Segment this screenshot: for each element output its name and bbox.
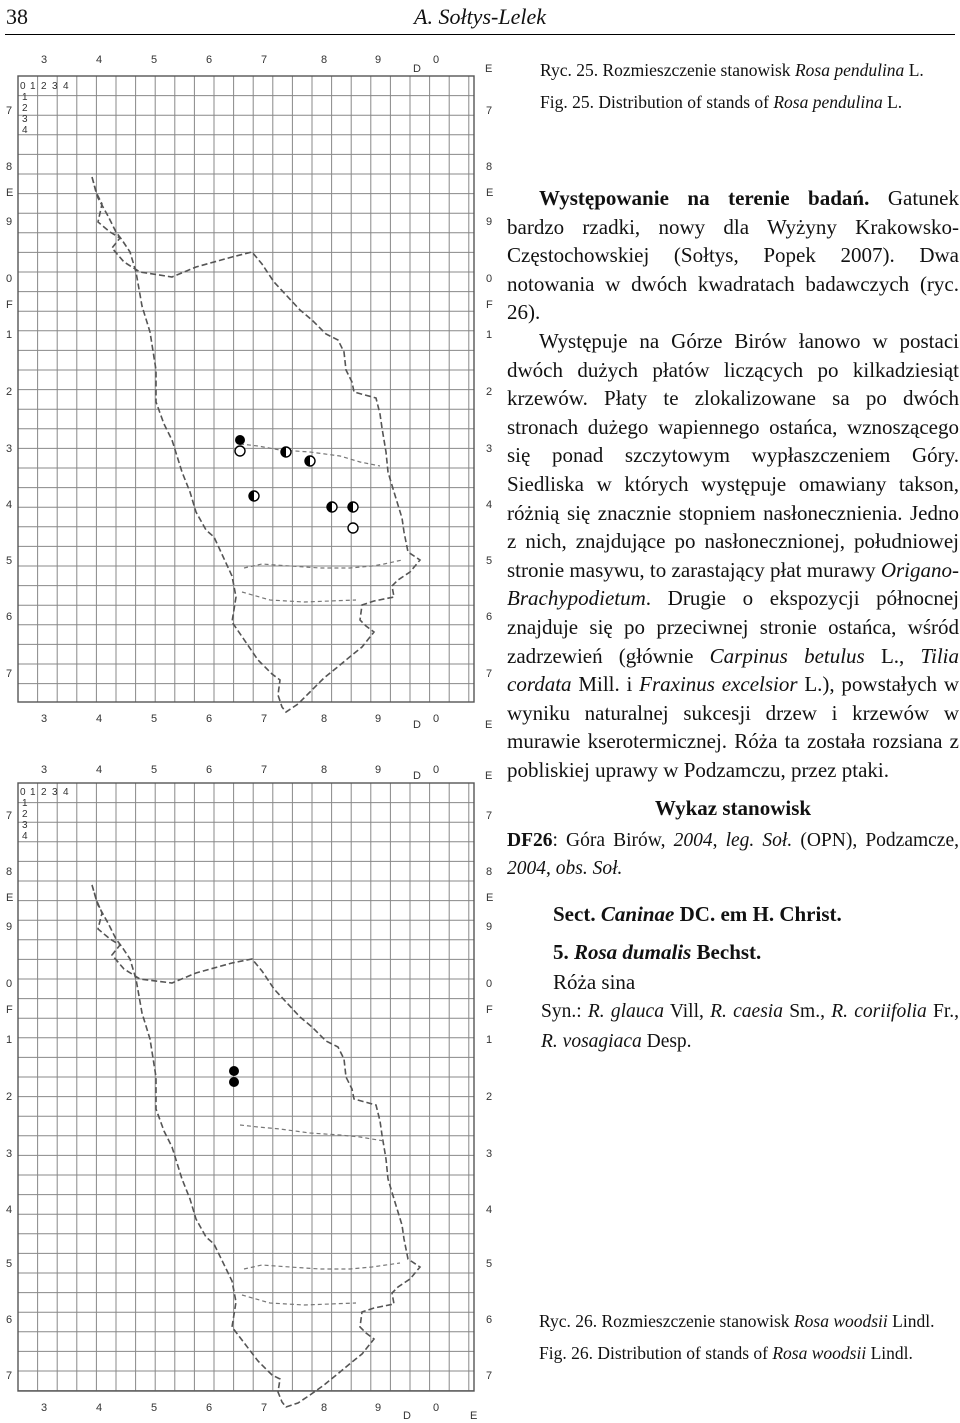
- left-label: 7: [6, 668, 13, 680]
- bottom-label: E: [485, 719, 493, 731]
- paragraph-text: Mill. i: [571, 672, 640, 697]
- stand-marker-half: [281, 447, 291, 457]
- right-label: 5: [486, 1258, 493, 1270]
- left-label: 1: [6, 1034, 13, 1046]
- synonym: R. glauca: [587, 1001, 664, 1023]
- sub-left-label: 2: [22, 103, 28, 114]
- right-label: 5: [486, 555, 493, 567]
- right-label: 2: [486, 1091, 493, 1103]
- bottom-label: 0: [433, 713, 440, 725]
- map1-sub-labels: [20, 81, 69, 136]
- left-label: F: [6, 299, 13, 311]
- bottom-label: D: [413, 719, 421, 731]
- top-label: 3: [41, 54, 48, 66]
- main-text: [507, 184, 959, 1057]
- section-text: Sect.: [553, 902, 601, 927]
- right-label: F: [486, 1004, 493, 1016]
- left-label: 3: [6, 443, 13, 455]
- sub-top-label: 2: [41, 787, 47, 798]
- year: 2004: [507, 858, 546, 880]
- right-label: 8: [486, 866, 493, 878]
- stands-text: ,: [712, 830, 726, 852]
- bottom-label: 5: [151, 1402, 158, 1414]
- map2-grid: [18, 783, 474, 1391]
- paragraph-occurrence: [507, 184, 959, 327]
- bottom-label: 5: [151, 713, 158, 725]
- bottom-label: 3: [41, 1402, 48, 1414]
- sub-left-label: 2: [22, 809, 28, 820]
- bottom-label: 9: [375, 713, 382, 725]
- sub-left-label: 1: [22, 92, 28, 103]
- stand-marker-half: [348, 502, 358, 512]
- map1-right-labels: [486, 105, 493, 680]
- caption-text: Ryc. 26. Rozmieszczenie stanowisk: [539, 1311, 794, 1331]
- sub-top-label: 2: [41, 81, 47, 92]
- map1-inner-line: [242, 592, 356, 602]
- paragraph-text: Występuje na Górze Birów łanowo w postaci dwóch dużych płatów liczących po kilkadziesiąt krzewów. Płaty te zlokalizowane sa po dwóch stronach dużego wapiennego ostańca, wznoszącego się ponad szczytowym wypłaszczeniem Góry. Siedliska w których występuje omawiany takson, różnią się znacznie stopniem nasłonecznienia. Jedno z nich, znajdujące po nasłonecznionej, południowej stronie masywu, to zarastający płat murawy: [507, 328, 959, 582]
- page-number: 38: [6, 4, 28, 29]
- caption-species: Rosa pendulina: [794, 60, 905, 80]
- bottom-label: E: [470, 1410, 478, 1422]
- caption-english: [505, 1341, 960, 1365]
- left-label: 9: [6, 921, 13, 933]
- right-label: 1: [486, 1034, 493, 1046]
- map2-top-labels: [41, 764, 492, 782]
- left-label: 8: [6, 161, 13, 173]
- distribution-map-rosa-woodsii: [0, 757, 505, 1423]
- bottom-label: 4: [96, 713, 103, 725]
- right-label: 0: [486, 273, 493, 285]
- caption-author: Lindl.: [866, 1343, 913, 1363]
- left-label: 4: [6, 1204, 13, 1216]
- bottom-label: 9: [375, 1402, 382, 1414]
- right-label: 0: [486, 978, 493, 990]
- map2-inner-line: [242, 1295, 356, 1305]
- leg: leg. Soł.: [725, 830, 793, 852]
- caption-text: Ryc. 25. Rozmieszczenie stanowisk: [540, 60, 795, 80]
- left-label: 7: [6, 1370, 13, 1382]
- caption-polish: [540, 58, 960, 82]
- caption-text: Fig. 25. Distribution of stands of: [540, 92, 774, 112]
- caption-species: Rosa pendulina: [773, 92, 883, 112]
- right-label: 1: [486, 329, 493, 341]
- left-label: 1: [6, 329, 13, 341]
- caption-english: [540, 90, 960, 114]
- top-label: 5: [151, 54, 158, 66]
- map2-inner-line: [244, 1263, 400, 1269]
- species-name: Fraxinus excelsior: [639, 672, 798, 697]
- right-label: 7: [486, 810, 493, 822]
- synonym-author: Sm.,: [782, 1001, 832, 1023]
- grid-code: DF26: [507, 830, 553, 852]
- stands-text: (OPN), Podzamcze,: [792, 830, 959, 852]
- sub-left-label: 4: [22, 831, 28, 842]
- synonym-author: Fr.,: [926, 1001, 960, 1023]
- right-label: 2: [486, 386, 493, 398]
- map1-svg: [0, 52, 505, 742]
- sub-left-label: 3: [22, 820, 28, 831]
- top-label: D: [413, 63, 421, 75]
- stand-marker-filled: [235, 435, 245, 445]
- paragraph-text: L.,: [864, 643, 921, 668]
- bottom-label: 7: [261, 713, 268, 725]
- right-label: 3: [486, 443, 493, 455]
- year: 2004: [673, 830, 713, 852]
- obs: obs. Soł.: [555, 858, 623, 880]
- species-name: Tilia cordata: [507, 643, 960, 697]
- common-name: Róża sina: [553, 970, 636, 995]
- top-label: E: [485, 63, 493, 75]
- stands-text: : Góra Birów,: [552, 830, 674, 852]
- section-author: DC. em H. Christ.: [674, 902, 842, 927]
- left-label: 5: [6, 555, 13, 567]
- top-label: 6: [206, 54, 213, 66]
- top-label: 4: [96, 764, 103, 776]
- top-label: 7: [261, 764, 268, 776]
- left-label: 4: [6, 499, 13, 511]
- right-label: 4: [486, 499, 493, 511]
- caption-ryc25: [540, 58, 960, 114]
- top-label: D: [413, 770, 421, 782]
- sub-top-label: 1: [30, 81, 36, 92]
- paragraph-text: Gatunek bardzo rzadki, nowy dla Wyżyny Krakowsko-Częstochowskiej (Sołtys, Popek 2007). Dwa notowania w dwóch kwadratach badawczych (ryc. 26).: [507, 186, 959, 325]
- paragraph-text: . Drugie o ekspozycji północnej znajduje się po przeciwnej stronie ostańca, wśród zadrzewień (głównie: [507, 586, 959, 668]
- top-label: 7: [261, 54, 268, 66]
- caption-text: Fig. 26. Distribution of stands of: [539, 1343, 773, 1363]
- species-name: Carpinus betulus: [709, 643, 865, 668]
- section-heading: [553, 899, 959, 929]
- page-header: [0, 0, 960, 36]
- sub-top-label: 3: [52, 787, 58, 798]
- caption-species: Rosa woodsii: [772, 1343, 867, 1363]
- distribution-map-rosa-pendulina: [0, 52, 505, 742]
- bottom-label: 6: [206, 1402, 213, 1414]
- species-heading: [553, 937, 959, 967]
- synonyms: [507, 997, 959, 1057]
- stands-text: ,: [546, 858, 556, 880]
- stand-marker-open: [235, 446, 245, 456]
- map1-left-labels: [6, 105, 13, 680]
- paragraph-text: L.), powstałych w wyniku naturalnej sukcesji drzew i krzewów w murawie kserotermicznej. Róża ta została rozsiana z pobliskiej uprawy w Podzamczu, przez ptaki.: [507, 672, 959, 782]
- top-label: 8: [321, 54, 328, 66]
- stands-list: [507, 827, 959, 883]
- grid-frame: [18, 76, 474, 702]
- bottom-label: 8: [321, 713, 328, 725]
- species-section: [507, 899, 959, 997]
- right-label: 8: [486, 161, 493, 173]
- map1-inner-line: [244, 560, 402, 568]
- synonyms-label: Syn.:: [541, 1001, 588, 1023]
- top-label: 9: [375, 764, 382, 776]
- bottom-label: 6: [206, 713, 213, 725]
- sub-top-label: 4: [63, 81, 69, 92]
- left-label: 5: [6, 1258, 13, 1270]
- header-rule: [5, 34, 955, 35]
- top-label: 6: [206, 764, 213, 776]
- caption-author: L.: [882, 92, 903, 112]
- top-label: E: [485, 770, 493, 782]
- top-label: 8: [321, 764, 328, 776]
- caption-author: Lindl.: [887, 1311, 935, 1331]
- left-label: 0: [6, 273, 13, 285]
- map2-bottom-labels: [41, 1402, 477, 1422]
- bottom-label: 0: [433, 1402, 440, 1414]
- caption-polish: [505, 1309, 960, 1333]
- right-label: 7: [486, 105, 493, 117]
- sub-top-label: 0: [20, 81, 26, 92]
- top-label: 0: [433, 764, 440, 776]
- map2-svg: [0, 757, 505, 1423]
- stand-marker-half: [327, 502, 337, 512]
- right-label: E: [486, 187, 494, 199]
- species-number: 5.: [553, 940, 574, 965]
- left-label: 6: [6, 1314, 13, 1326]
- caption-species: Rosa woodsii: [793, 1311, 888, 1331]
- left-label: 7: [6, 105, 13, 117]
- paragraph-habitat: [507, 327, 959, 785]
- stands-heading: Wykaz stanowisk: [654, 796, 812, 821]
- synonym: R. coriifolia: [831, 1001, 927, 1023]
- left-label: 9: [6, 216, 13, 228]
- sub-left-label: 4: [22, 125, 28, 136]
- synonym: R. vosagiaca: [541, 1031, 642, 1053]
- bottom-label: 8: [321, 1402, 328, 1414]
- stand-marker-half: [305, 456, 315, 466]
- caption-author: L.: [904, 60, 924, 80]
- left-label: 3: [6, 1148, 13, 1160]
- left-label: 8: [6, 866, 13, 878]
- bottom-label: 7: [261, 1402, 268, 1414]
- top-label: 4: [96, 54, 103, 66]
- left-label: 2: [6, 1091, 13, 1103]
- syntaxon-name: Origano-Brachypodietum: [507, 557, 959, 611]
- species-title: Rosa dumalis: [574, 940, 692, 965]
- top-label: 5: [151, 764, 158, 776]
- top-label: 3: [41, 764, 48, 776]
- bottom-label: D: [403, 1410, 411, 1422]
- map1-bottom-labels: [41, 713, 492, 731]
- synonym-author: Desp.: [641, 1031, 692, 1053]
- right-label: 6: [486, 1314, 493, 1326]
- left-label: 2: [6, 386, 13, 398]
- stand-marker-half: [249, 491, 259, 501]
- sub-top-label: 3: [52, 81, 58, 92]
- stand-marker-filled: [229, 1066, 239, 1076]
- sub-left-label: 1: [22, 798, 28, 809]
- top-label: 9: [375, 54, 382, 66]
- map2-sub-labels: [20, 787, 69, 842]
- right-label: 7: [486, 668, 493, 680]
- caption-ryc26: [505, 1309, 960, 1365]
- synonym-author: Vill,: [663, 1001, 711, 1023]
- sub-top-label: 1: [30, 787, 36, 798]
- right-label: 9: [486, 216, 493, 228]
- sub-top-label: 4: [63, 787, 69, 798]
- left-label: E: [6, 892, 14, 904]
- right-label: 7: [486, 1370, 493, 1382]
- bottom-label: 4: [96, 1402, 103, 1414]
- map2-right-labels: [486, 810, 493, 1382]
- right-label: 3: [486, 1148, 493, 1160]
- species-author: Bechst.: [691, 940, 762, 965]
- left-label: 7: [6, 810, 13, 822]
- right-label: E: [486, 892, 494, 904]
- bottom-label: 3: [41, 713, 48, 725]
- right-label: 6: [486, 611, 493, 623]
- grid-frame: [18, 783, 474, 1391]
- map2-left-labels: [6, 810, 13, 1382]
- left-label: E: [6, 187, 14, 199]
- right-label: F: [486, 299, 493, 311]
- stand-marker-filled: [229, 1077, 239, 1087]
- right-label: 4: [486, 1204, 493, 1216]
- sub-left-label: 3: [22, 114, 28, 125]
- stand-marker-open: [348, 523, 358, 533]
- sub-top-label: 0: [20, 787, 26, 798]
- running-author: A. Sołtys-Lelek: [414, 4, 546, 29]
- top-label: 0: [433, 54, 440, 66]
- left-label: 6: [6, 611, 13, 623]
- left-label: F: [6, 1004, 13, 1016]
- map1-top-labels: [41, 54, 492, 75]
- right-label: 9: [486, 921, 493, 933]
- section-name: Caninae: [600, 902, 675, 927]
- map1-grid: [18, 76, 474, 702]
- paragraph-heading: Występowanie na terenie badań.: [539, 186, 870, 210]
- left-label: 0: [6, 978, 13, 990]
- synonym: R. caesia: [710, 1001, 783, 1023]
